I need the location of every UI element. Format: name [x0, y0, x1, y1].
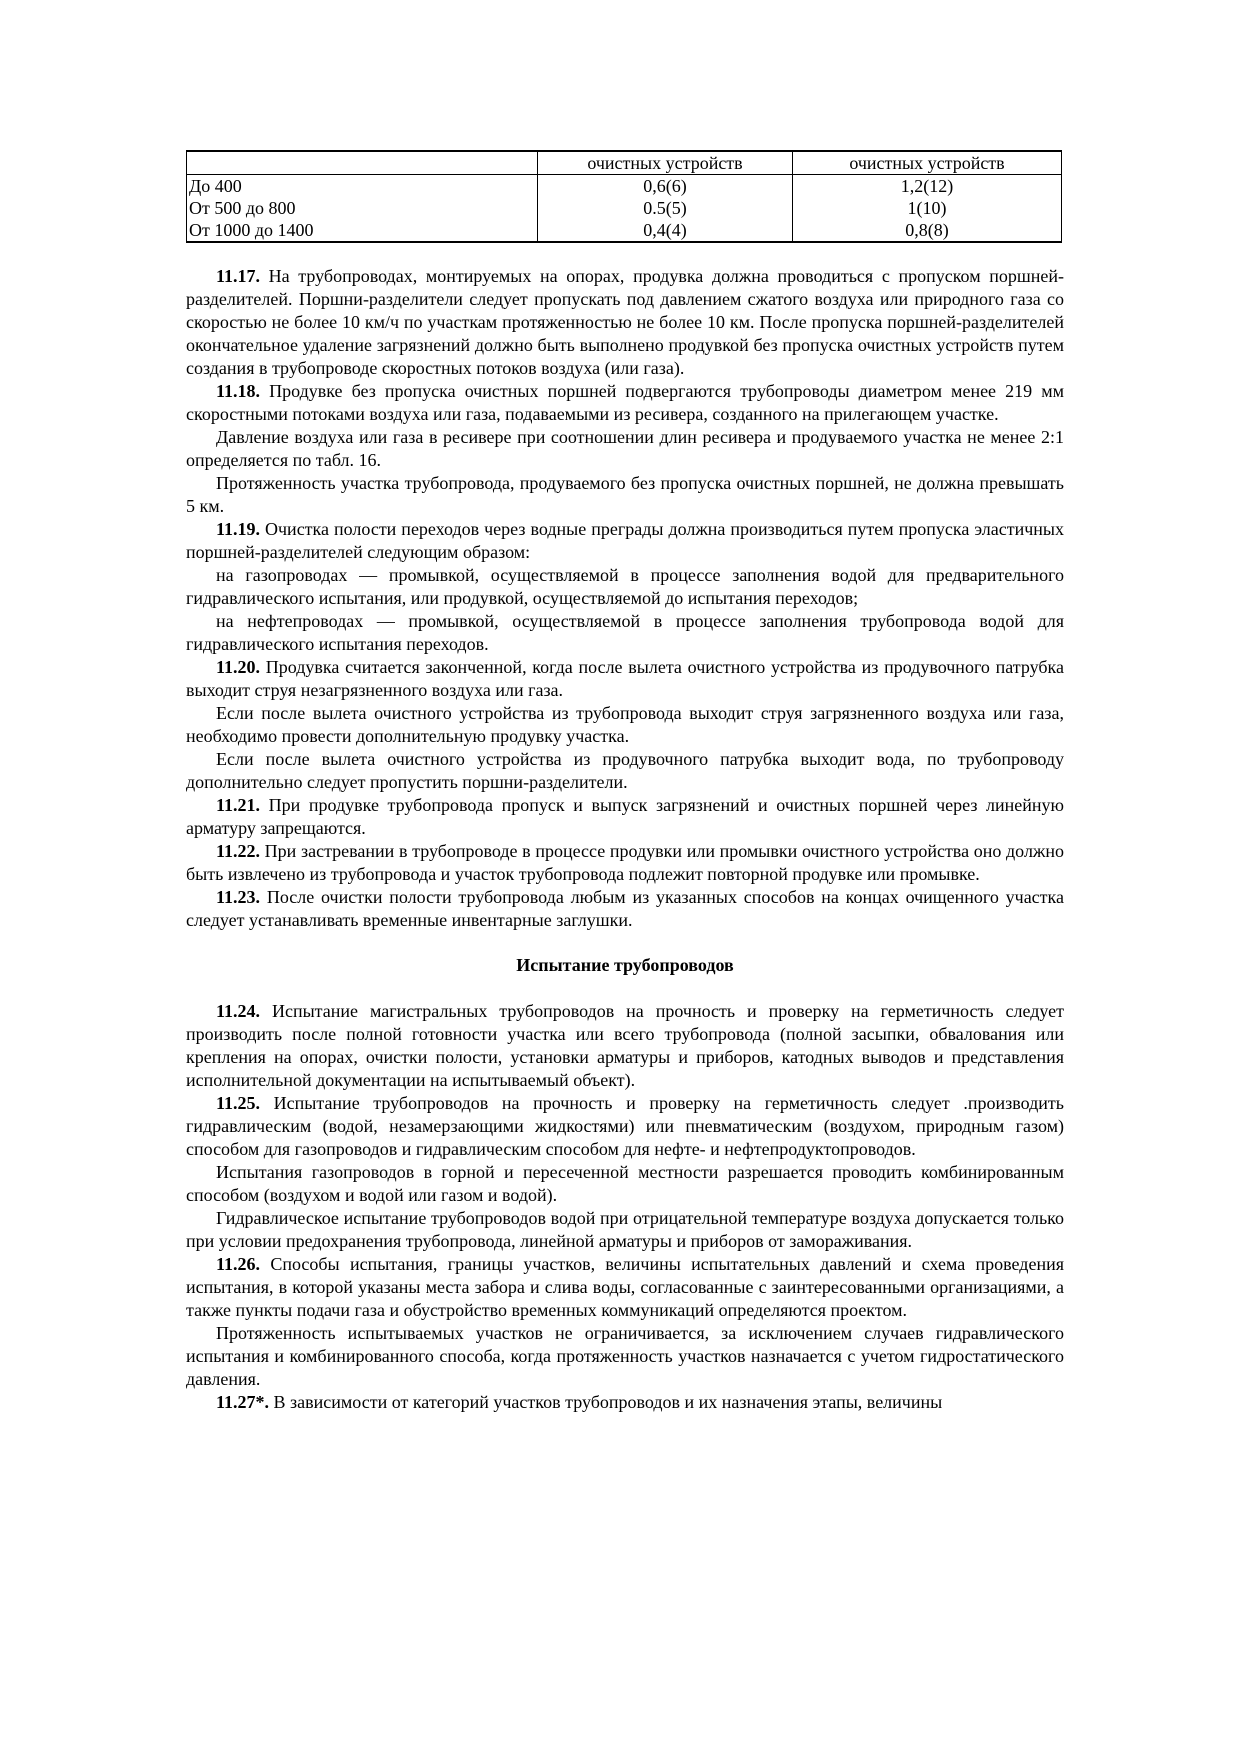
table-cell: 0,8(8): [793, 219, 1062, 242]
paragraph: [186, 265, 1064, 380]
clause-number: 11.27*.: [216, 1392, 270, 1412]
paragraph-text: После очистки полости трубопровода любым из указанных способов на концах очищенного участка следует устанавливать временные инвентарные заглушки.: [186, 887, 1064, 930]
document-page: [186, 150, 1064, 1414]
paragraph-text: Продувка считается законченной, когда после вылета очистного устройства из продувочного патрубка выходит струя незагрязненного воздуха или газа.: [186, 657, 1064, 700]
paragraph: [186, 472, 1064, 518]
clause-number: 11.26.: [216, 1254, 261, 1274]
clause-number: 11.22.: [216, 841, 261, 861]
paragraph: [186, 794, 1064, 840]
paragraph-text: Испытания газопроводов в горной и пересеченной местности разрешается проводить комбинированным способом (воздухом и водой или газом и водой).: [186, 1162, 1064, 1205]
paragraph-text: В зависимости от категорий участков трубопроводов и их назначения этапы, величины: [269, 1392, 943, 1412]
section-cleaning: [186, 265, 1064, 932]
paragraph-text: Испытание магистральных трубопроводов на прочность и проверку на герметичность следует производить после полной готовности участка или всего трубопровода (полной засыпки, обвалования или крепления на опорах, очистки полости, установки арматуры и приборов, катодных выводов и представления исполнительной документации на испытываемый объект).: [186, 1001, 1064, 1090]
paragraph: [186, 518, 1064, 564]
clause-number: 11.23.: [216, 887, 261, 907]
paragraph: [186, 1391, 1064, 1414]
table-cell: 0,6(6): [538, 175, 793, 198]
section-testing: [186, 1000, 1064, 1414]
table-cell: очистных устройств: [538, 151, 793, 175]
clause-number: 11.19.: [216, 519, 261, 539]
paragraph: [186, 1161, 1064, 1207]
paragraph-text: на нефтепроводах — промывкой, осуществляемой в процессе заполнения трубопровода водой для гидравлического испытания переходов.: [186, 611, 1064, 654]
clause-number: 11.21.: [216, 795, 261, 815]
clause-number: 11.25.: [216, 1093, 261, 1113]
paragraph-text: Если после вылета очистного устройства из продувочного патрубка выходит вода, по трубопроводу дополнительно следует пропустить поршни-разделители.: [186, 749, 1064, 792]
table-cell: 1,2(12): [793, 175, 1062, 198]
pressure-table: [186, 150, 1062, 243]
paragraph: [186, 564, 1064, 610]
paragraph-text: Давление воздуха или газа в ресивере при соотношении длин ресивера и продуваемого участка не менее 2:1 определяется по табл. 16.: [186, 427, 1064, 470]
paragraph: [186, 1207, 1064, 1253]
paragraph-text: Гидравлическое испытание трубопроводов водой при отрицательной температуре воздуха допускается только при условии предохранения трубопровода, линейной арматуры и приборов от замораживания.: [186, 1208, 1064, 1251]
paragraph-text: Способы испытания, границы участков, величины испытательных давлений и схема проведения испытания, в которой указаны места забора и слива воды, согласованные с заинтересованными организациями, а также пункты подачи газа и обустройство временных коммуникаций определяются проектом.: [186, 1254, 1064, 1320]
paragraph-text: Протяженность испытываемых участков не ограничивается, за исключением случаев гидравлического испытания и комбинированного способа, когда протяженность участков назначается с учетом гидростатического давления.: [186, 1323, 1064, 1389]
table-cell: 0.5(5): [538, 197, 793, 219]
table-cell: [187, 151, 538, 175]
paragraph: [186, 610, 1064, 656]
paragraph: [186, 840, 1064, 886]
paragraph: [186, 380, 1064, 426]
clause-number: 11.24.: [216, 1001, 261, 1021]
paragraph-text: Протяженность участка трубопровода, продуваемого без пропуска очистных поршней, не должна превышать 5 км.: [186, 473, 1064, 516]
table-row: [187, 175, 1062, 198]
table-cell: очистных устройств: [793, 151, 1062, 175]
paragraph: [186, 1000, 1064, 1092]
paragraph: [186, 1253, 1064, 1322]
paragraph-text: При застревании в трубопроводе в процессе продувки или промывки очистного устройства оно должно быть извлечено из трубопровода и участок трубопровода подлежит повторной продувке или промывке.: [186, 841, 1064, 884]
table-cell: До 400: [187, 175, 538, 198]
paragraph: [186, 748, 1064, 794]
paragraph: [186, 1092, 1064, 1161]
paragraph: [186, 1322, 1064, 1391]
paragraph-text: Если после вылета очистного устройства из трубопровода выходит струя загрязненного воздуха или газа, необходимо провести дополнительную продувку участка.: [186, 703, 1064, 746]
table-cell: 0,4(4): [538, 219, 793, 242]
paragraph: [186, 702, 1064, 748]
paragraph-text: на газопроводах — промывкой, осуществляемой в процессе заполнения водой для предварительного гидравлического испытания, или продувкой, осуществляемой до испытания переходов;: [186, 565, 1064, 608]
paragraph: [186, 886, 1064, 932]
table-cell: 1(10): [793, 197, 1062, 219]
clause-number: 11.20.: [216, 657, 261, 677]
clause-number: 11.17.: [216, 266, 261, 286]
paragraph: [186, 656, 1064, 702]
section-heading: Испытание трубопроводов: [516, 955, 734, 975]
paragraph-text: Испытание трубопроводов на прочность и проверку на герметичность следует .производить гидравлическим (водой, незамерзающими жидкостями) или пневматическим (воздухом, природным газом) способом для газопроводов и гидравлическим способом для нефте- и нефтепродуктопроводов.: [186, 1093, 1064, 1159]
paragraph-text: Очистка полости переходов через водные преграды должна производиться путем пропуска эластичных поршней-разделителей следующим образом:: [186, 519, 1064, 562]
clause-number: 11.18.: [216, 381, 261, 401]
table-cell: От 1000 до 1400: [187, 219, 538, 242]
paragraph: [186, 426, 1064, 472]
table-row: [187, 219, 1062, 242]
table-header-row: [187, 151, 1062, 175]
paragraph-text: На трубопроводах, монтируемых на опорах, продувка должна проводиться с пропуском поршней-разделителей. Поршни-разделители следует пропускать под давлением сжатого воздуха или природного газа со скоростью не более 10 км/ч по участкам протяженностью не более 10 км. После пропуска поршней-разделителей окончательное удаление загрязнений должно быть выполнено продувкой без пропуска очистных устройств путем создания в трубопроводе скоростных потоков воздуха (или газа).: [186, 266, 1064, 378]
table-row: [187, 197, 1062, 219]
paragraph-text: При продувке трубопровода пропуск и выпуск загрязнений и очистных поршней через линейную арматуру запрещаются.: [186, 795, 1064, 838]
paragraph-text: Продувке без пропуска очистных поршней подвергаются трубопроводы диаметром менее 219 мм скоростными потоками воздуха или газа, подаваемыми из ресивера, созданного на прилегающем участке.: [186, 381, 1064, 424]
table-cell: От 500 до 800: [187, 197, 538, 219]
